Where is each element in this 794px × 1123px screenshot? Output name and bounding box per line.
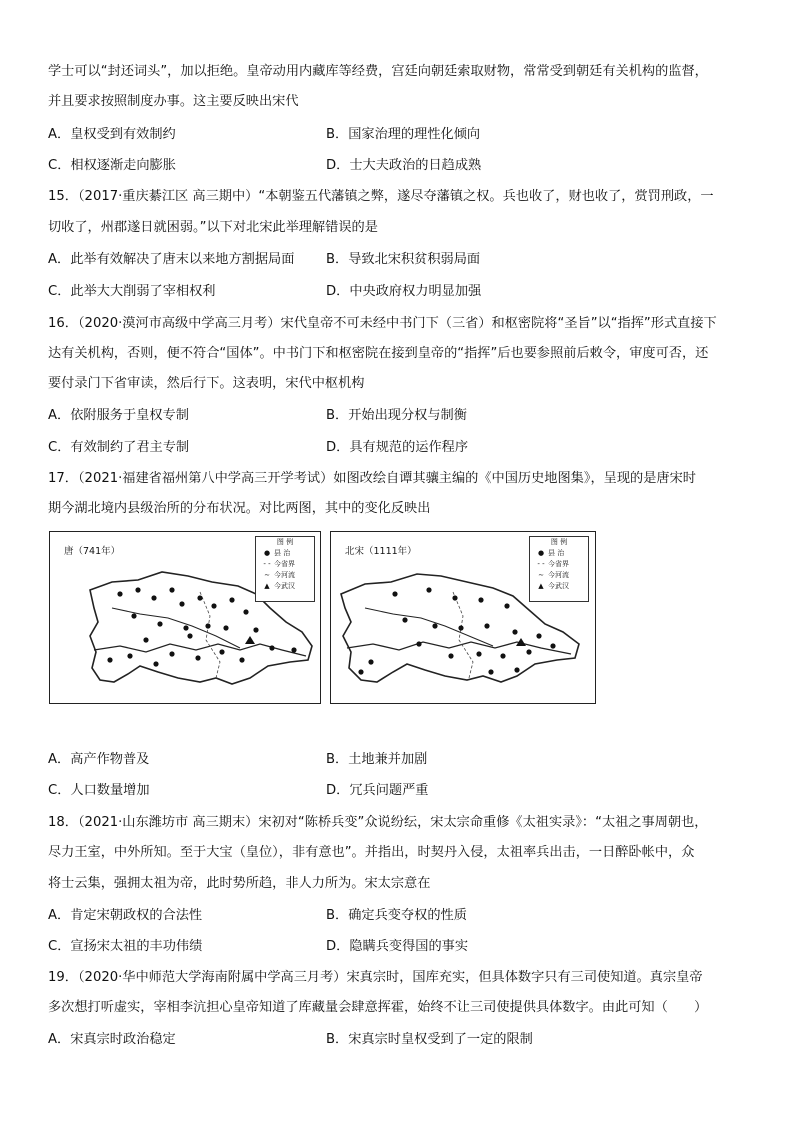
legend-river: ∼ 今河流 — [256, 570, 314, 581]
q15-option-b[interactable]: B．导致北宋积贫积弱局面 — [326, 252, 481, 267]
province-boundary — [200, 592, 220, 678]
river-han — [365, 608, 493, 646]
wave-line-icon: ∼ — [264, 571, 270, 579]
q15-stem-line2: 切收了，州郡遂日就困弱。”以下对北宋此举理解错误的是 — [48, 220, 378, 235]
q16-stem-line1: 16．（2020·漠河市高级中学高三月考）宋代皇帝不可未经中书门下（三省）和枢密院将“圣旨”以“指挥”形式直接下 — [48, 316, 717, 331]
q17-stem-line2: 期今湖北境内县级治所的分布状况。对比两图，其中的变化反映出 — [48, 501, 431, 516]
q14-stem-line2: 并且要求按照制度办事。这主要反映出宋代 — [48, 94, 299, 109]
q15-option-c[interactable]: C．此举大大削弱了宰相权利 — [48, 284, 216, 299]
q17-option-a[interactable]: A．高产作物普及 — [48, 752, 150, 767]
legend-wuhan: ▲ 今武汉 — [530, 581, 588, 592]
q18-option-c[interactable]: C．宣扬宋太祖的丰功伟绩 — [48, 939, 203, 954]
song-map — [330, 531, 596, 704]
q17-stem-line1: 17．（2021·福建省福州第八中学高三开学考试）如图改绘自谭其骧主编的《中国历史地图集》，呈现的是唐宋时 — [48, 471, 696, 486]
q19-option-b[interactable]: B．宋真宗时皇权受到了一定的限制 — [326, 1032, 533, 1047]
q16-stem-line2: 达有关机构，否则，便不符合“国体”。中书门下和枢密院在接到皇帝的“指挥”后也要参照前后敕令，审度可否，还 — [48, 346, 709, 361]
q15-stem-line1: 15．（2017·重庆綦江区 高三期中）“本朝鉴五代藩镇之弊，遂尽夺藩镇之权。兵也收了，财也收了，赏罚刑政，一 — [48, 189, 714, 204]
tang-map — [49, 531, 321, 704]
triangle-icon: ▲ — [538, 582, 544, 590]
q14-option-c[interactable]: C．相权逐渐走向膨胀 — [48, 158, 176, 173]
q15-option-a[interactable]: A．此举有效解决了唐末以来地方割据局面 — [48, 252, 295, 267]
wave-line-icon: ∼ — [538, 571, 544, 579]
q16-option-b[interactable]: B．开始出现分权与制衡 — [326, 408, 467, 423]
q19-stem-line2: 多次想打听虚实，宰相李沆担心皇帝知道了库藏量会肆意挥霍，始终不让三司使提供具体数字。由此可知（ ） — [48, 1000, 708, 1015]
q18-option-a[interactable]: A．肯定宋朝政权的合法性 — [48, 908, 203, 923]
dot-icon: ● — [537, 549, 545, 557]
q14-option-a[interactable]: A．皇权受到有效制约 — [48, 127, 176, 142]
q14-option-b[interactable]: B．国家治理的理性化倾向 — [326, 127, 481, 142]
q16-option-d[interactable]: D．具有规范的运作程序 — [326, 440, 469, 455]
river-han — [112, 608, 240, 648]
river-yangtze — [347, 642, 571, 654]
legend-county: ● 县 治 — [256, 548, 314, 559]
song-map-legend — [529, 536, 589, 602]
legend-heading: 图 例 — [276, 538, 294, 546]
dashed-line-icon: - - — [537, 560, 545, 568]
q15-option-d[interactable]: D．中央政府权力明显加强 — [326, 284, 482, 299]
q16-option-c[interactable]: C．有效制约了君主专制 — [48, 440, 190, 455]
q17-option-c[interactable]: C．人口数量增加 — [48, 783, 150, 798]
tang-map-title: 唐（741年） — [64, 546, 121, 557]
q18-option-b[interactable]: B．确定兵变夺权的性质 — [326, 908, 467, 923]
legend-province: - - 今省界 — [256, 559, 314, 570]
q18-stem-line1: 18．（2021·山东潍坊市 高三期末）宋初对“陈桥兵变”众说纷纭，宋太宗命重修《太祖实录》：“太祖之事周朝也， — [48, 815, 708, 830]
q18-option-d[interactable]: D．隐瞒兵变得国的事实 — [326, 939, 469, 954]
river-yangtze — [94, 644, 306, 656]
legend-county: ● 县 治 — [530, 548, 588, 559]
dot-icon: ● — [263, 549, 271, 557]
q19-option-a[interactable]: A．宋真宗时政治稳定 — [48, 1032, 176, 1047]
q17-option-d[interactable]: D．冗兵问题严重 — [326, 783, 429, 798]
legend-heading: 图 例 — [550, 538, 568, 546]
q18-stem-line3: 将士云集，强拥太祖为帝，此时势所趋，非人力所为。宋太宗意在 — [48, 876, 431, 891]
q14-option-d[interactable]: D．士大夫政治的日趋成熟 — [326, 158, 482, 173]
legend-province: - - 今省界 — [530, 559, 588, 570]
q19-stem-line1: 19．（2020·华中师范大学海南附属中学高三月考）宋真宗时，国库充实，但具体数字只有三司使知道。真宗皇帝 — [48, 970, 703, 985]
q16-option-a[interactable]: A．依附服务于皇权专制 — [48, 408, 189, 423]
q17-option-b[interactable]: B．土地兼并加剧 — [326, 752, 428, 767]
q18-stem-line2: 尽力王室，中外所知。至于大宝（皇位），非有意也”。并指出，时契丹入侵，太祖率兵出击，一日醉卧帐中，众 — [48, 845, 695, 860]
song-map-title: 北宋（1111年） — [345, 546, 417, 557]
q16-stem-line3: 要付录门下省审读，然后行下。这表明，宋代中枢机构 — [48, 376, 365, 391]
wuhan-marker — [245, 636, 255, 644]
triangle-icon: ▲ — [264, 582, 270, 590]
legend-river: ∼ 今河流 — [530, 570, 588, 581]
province-boundary — [453, 592, 473, 678]
q14-stem-line1: 学士可以“封还词头”，加以拒绝。皇帝动用内藏库等经费，宫廷向朝廷索取财物，常常受到朝廷有关机构的监督， — [48, 64, 708, 79]
legend-wuhan: ▲ 今武汉 — [256, 581, 314, 592]
tang-map-legend — [255, 536, 315, 602]
dashed-line-icon: - - — [263, 560, 271, 568]
